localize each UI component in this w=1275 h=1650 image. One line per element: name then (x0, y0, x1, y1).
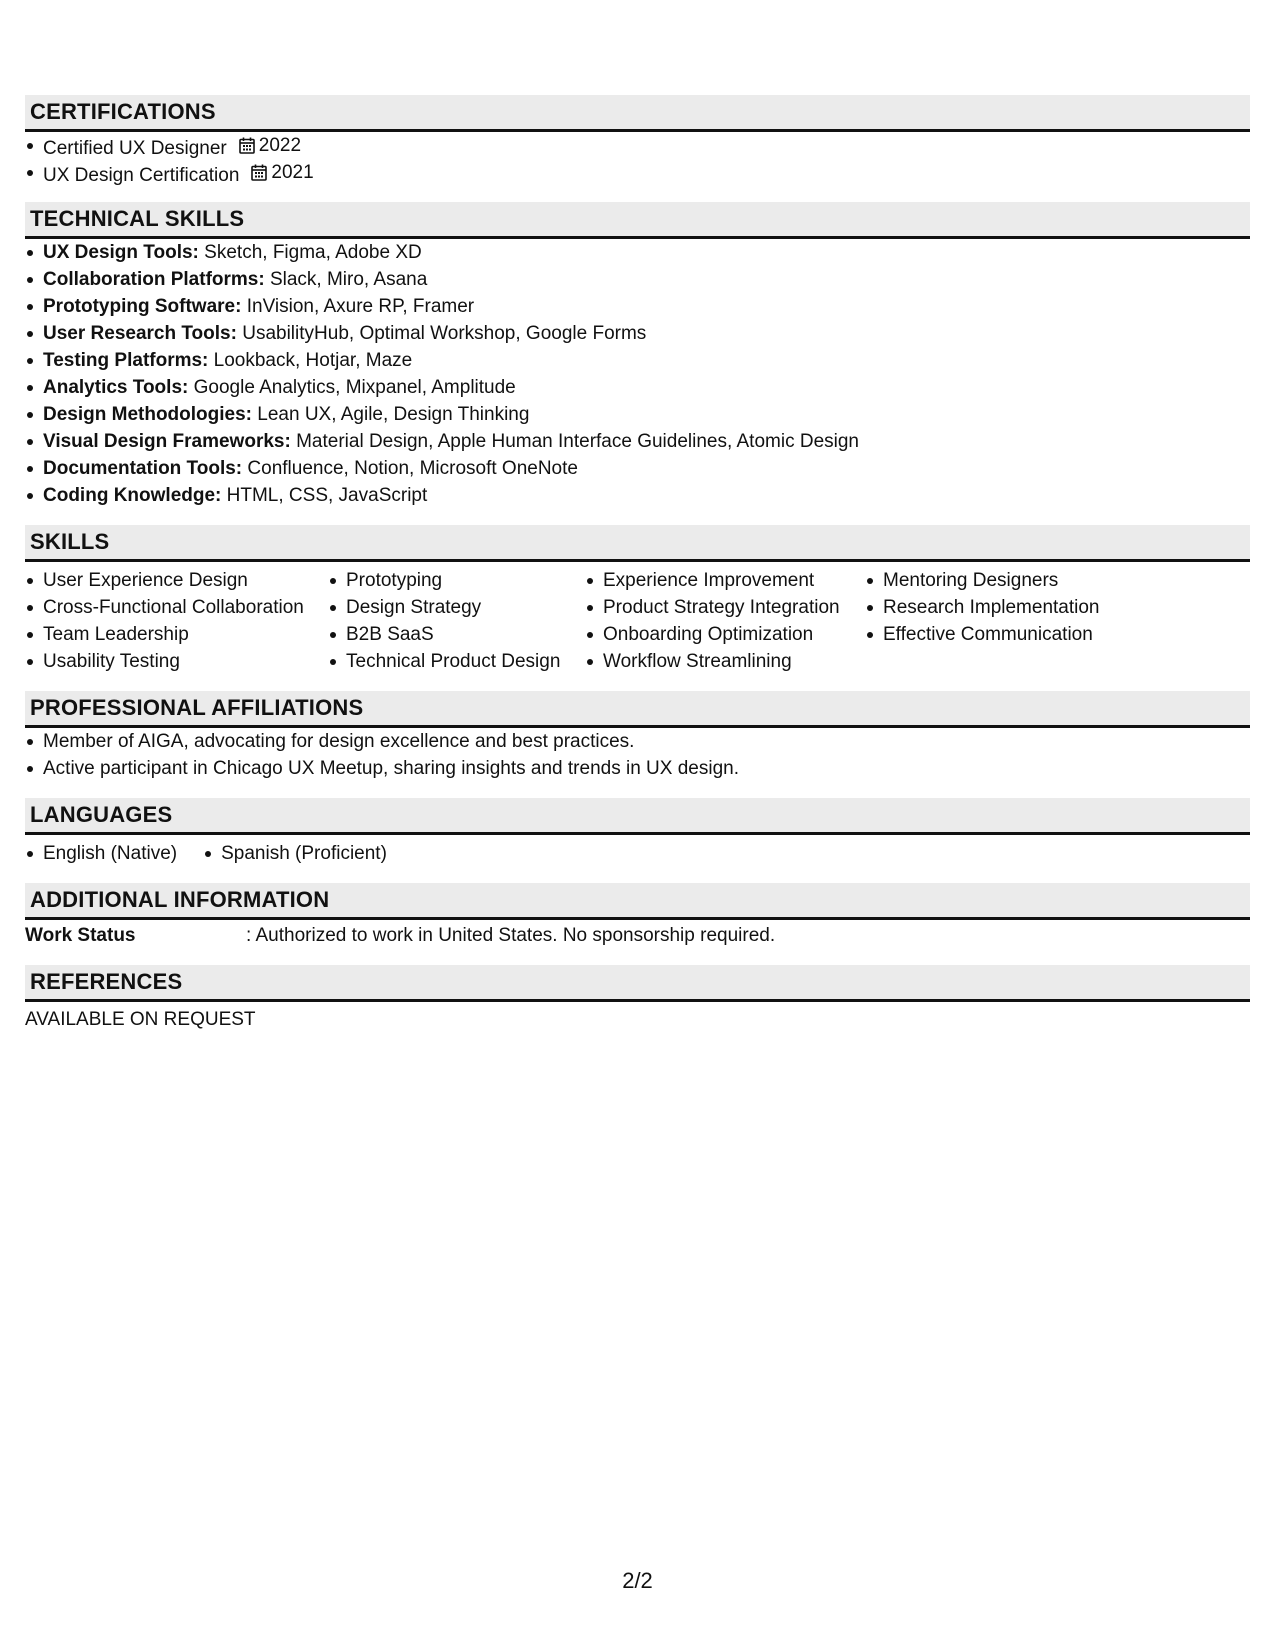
bullet-icon (27, 439, 33, 445)
bullet-icon (27, 143, 33, 149)
skills-grid (25, 562, 1250, 675)
skill-item (25, 594, 328, 621)
skill-item (865, 621, 1165, 648)
certification-item (25, 159, 1250, 186)
skill-item (25, 567, 328, 594)
skill-label: Workflow Streamlining (603, 651, 792, 672)
bullet-icon (27, 605, 33, 611)
bullet-icon (330, 578, 336, 584)
languages-heading: LANGUAGES (30, 802, 173, 827)
bullet-icon (27, 466, 33, 472)
technical-skill-value: UsabilityHub, Optimal Workshop, Google Forms (236, 323, 647, 344)
affiliation-text: Active participant in Chicago UX Meetup, sharing insights and trends in UX design. (43, 758, 739, 779)
technical-skill-item (25, 374, 1250, 401)
skill-item (865, 594, 1165, 621)
calendar-icon (251, 164, 267, 181)
technical-skill-item (25, 293, 1250, 320)
technical-skill-label: Documentation Tools: (43, 458, 243, 479)
technical-skill-item (25, 239, 1250, 266)
bullet-icon (205, 851, 211, 857)
skills-column (25, 567, 328, 675)
skills-column (585, 567, 865, 675)
bullet-icon (27, 412, 33, 418)
technical-skills-header (25, 202, 1250, 239)
bullet-icon (27, 632, 33, 638)
certification-name: UX Design Certification (43, 165, 240, 186)
skill-label: Onboarding Optimization (603, 624, 814, 645)
technical-skill-item (25, 347, 1250, 374)
technical-skill-label: User Research Tools: (43, 323, 237, 344)
technical-skill-value: Lookback, Hotjar, Maze (208, 350, 413, 371)
bullet-icon (27, 739, 33, 745)
technical-skills-heading: TECHNICAL SKILLS (30, 206, 245, 231)
affiliation-text: Member of AIGA, advocating for design excellence and best practices. (43, 731, 635, 752)
skill-label: Mentoring Designers (883, 570, 1059, 591)
technical-skill-item (25, 266, 1250, 293)
bullet-icon (867, 632, 873, 638)
bullet-icon (867, 578, 873, 584)
bullet-icon (27, 170, 33, 176)
affiliations-list (25, 728, 1250, 782)
skill-label: Usability Testing (43, 651, 180, 672)
language-text: Spanish (Proficient) (221, 843, 387, 864)
technical-skill-label: Visual Design Frameworks: (43, 431, 291, 452)
skill-item (585, 621, 865, 648)
bullet-icon (867, 605, 873, 611)
technical-skill-value: Sketch, Figma, Adobe XD (198, 242, 422, 263)
technical-skill-value: Material Design, Apple Human Interface Guidelines, Atomic Design (290, 431, 859, 452)
skills-heading: SKILLS (30, 529, 110, 554)
skill-label: Product Strategy Integration (603, 597, 840, 618)
skill-label: Research Implementation (883, 597, 1100, 618)
bullet-icon (27, 659, 33, 665)
skill-item (328, 621, 585, 648)
skill-label: User Experience Design (43, 570, 248, 591)
skill-label: Effective Communication (883, 624, 1093, 645)
technical-skill-label: Collaboration Platforms: (43, 269, 265, 290)
skill-label: Design Strategy (346, 597, 482, 618)
references-header (25, 965, 1250, 1002)
skill-label: B2B SaaS (346, 624, 434, 645)
skill-item (865, 567, 1165, 594)
technical-skills-list (25, 239, 1250, 509)
technical-skill-label: Prototyping Software: (43, 296, 242, 317)
skill-item (25, 621, 328, 648)
technical-skill-item (25, 401, 1250, 428)
references-text: AVAILABLE ON REQUEST (25, 1009, 256, 1030)
affiliation-item (25, 728, 1250, 755)
work-status-value: : Authorized to work in United States. No sponsorship required. (246, 925, 776, 946)
languages-list (25, 840, 413, 867)
language-text: English (Native) (43, 843, 178, 864)
technical-skill-value: InVision, Axure RP, Framer (241, 296, 475, 317)
certification-name: Certified UX Designer (43, 138, 227, 159)
resume-page (25, 95, 1250, 1033)
additional-info-header (25, 883, 1250, 920)
technical-skill-value: Confluence, Notion, Microsoft OneNote (242, 458, 578, 479)
bullet-icon (27, 358, 33, 364)
skill-label: Experience Improvement (603, 570, 815, 591)
affiliation-item (25, 755, 1250, 782)
bullet-icon (27, 851, 33, 857)
bullet-icon (27, 493, 33, 499)
technical-skill-value: Lean UX, Agile, Design Thinking (252, 404, 530, 425)
certification-year: 2021 (271, 162, 314, 183)
work-status-row (25, 920, 1250, 949)
technical-skill-label: UX Design Tools: (43, 242, 199, 263)
skill-label: Prototyping (346, 570, 443, 591)
bullet-icon (27, 766, 33, 772)
bullet-icon (587, 605, 593, 611)
certifications-heading: CERTIFICATIONS (30, 99, 216, 124)
bullet-icon (27, 250, 33, 256)
technical-skill-item (25, 428, 1250, 455)
skill-label: Technical Product Design (346, 651, 561, 672)
technical-skill-item (25, 320, 1250, 347)
bullet-icon (27, 385, 33, 391)
language-item (25, 840, 177, 867)
bullet-icon (330, 605, 336, 611)
page-number: 2/2 (622, 1568, 653, 1593)
languages-header (25, 798, 1250, 835)
skills-column (865, 567, 1165, 675)
bullet-icon (587, 659, 593, 665)
skill-label: Cross-Functional Collaboration (43, 597, 304, 618)
bullet-icon (27, 331, 33, 337)
certifications-header (25, 95, 1250, 132)
skill-item (585, 567, 865, 594)
skill-label: Team Leadership (43, 624, 189, 645)
skill-item (328, 594, 585, 621)
technical-skill-label: Design Methodologies: (43, 404, 252, 425)
technical-skill-value: Slack, Miro, Asana (264, 269, 428, 290)
skills-column (328, 567, 585, 675)
languages-row (25, 835, 1250, 867)
bullet-icon (587, 578, 593, 584)
skills-header (25, 525, 1250, 562)
references-heading: REFERENCES (30, 969, 183, 994)
bullet-icon (27, 578, 33, 584)
technical-skill-label: Testing Platforms: (43, 350, 209, 371)
bullet-icon (27, 277, 33, 283)
additional-info-heading: ADDITIONAL INFORMATION (30, 887, 330, 912)
bullet-icon (330, 659, 336, 665)
technical-skill-item (25, 455, 1250, 482)
bullet-icon (27, 304, 33, 310)
certification-year: 2022 (258, 135, 302, 156)
bullet-icon (330, 632, 336, 638)
skill-item (328, 567, 585, 594)
language-item (203, 840, 387, 867)
affiliations-heading: PROFESSIONAL AFFILIATIONS (30, 695, 364, 720)
skill-item (585, 594, 865, 621)
bullet-icon (587, 632, 593, 638)
technical-skill-item (25, 482, 1250, 509)
technical-skill-label: Coding Knowledge: (43, 485, 222, 506)
affiliations-header (25, 691, 1250, 728)
certification-item (25, 132, 1250, 159)
technical-skill-value: Google Analytics, Mixpanel, Amplitude (188, 377, 516, 398)
skill-item (25, 648, 328, 675)
technical-skill-label: Analytics Tools: (43, 377, 189, 398)
certifications-list (25, 132, 1250, 186)
skill-item (328, 648, 585, 675)
work-status-label: Work Status (25, 925, 136, 946)
technical-skill-value: HTML, CSS, JavaScript (221, 485, 428, 506)
skill-item (585, 648, 865, 675)
calendar-icon (239, 137, 255, 154)
